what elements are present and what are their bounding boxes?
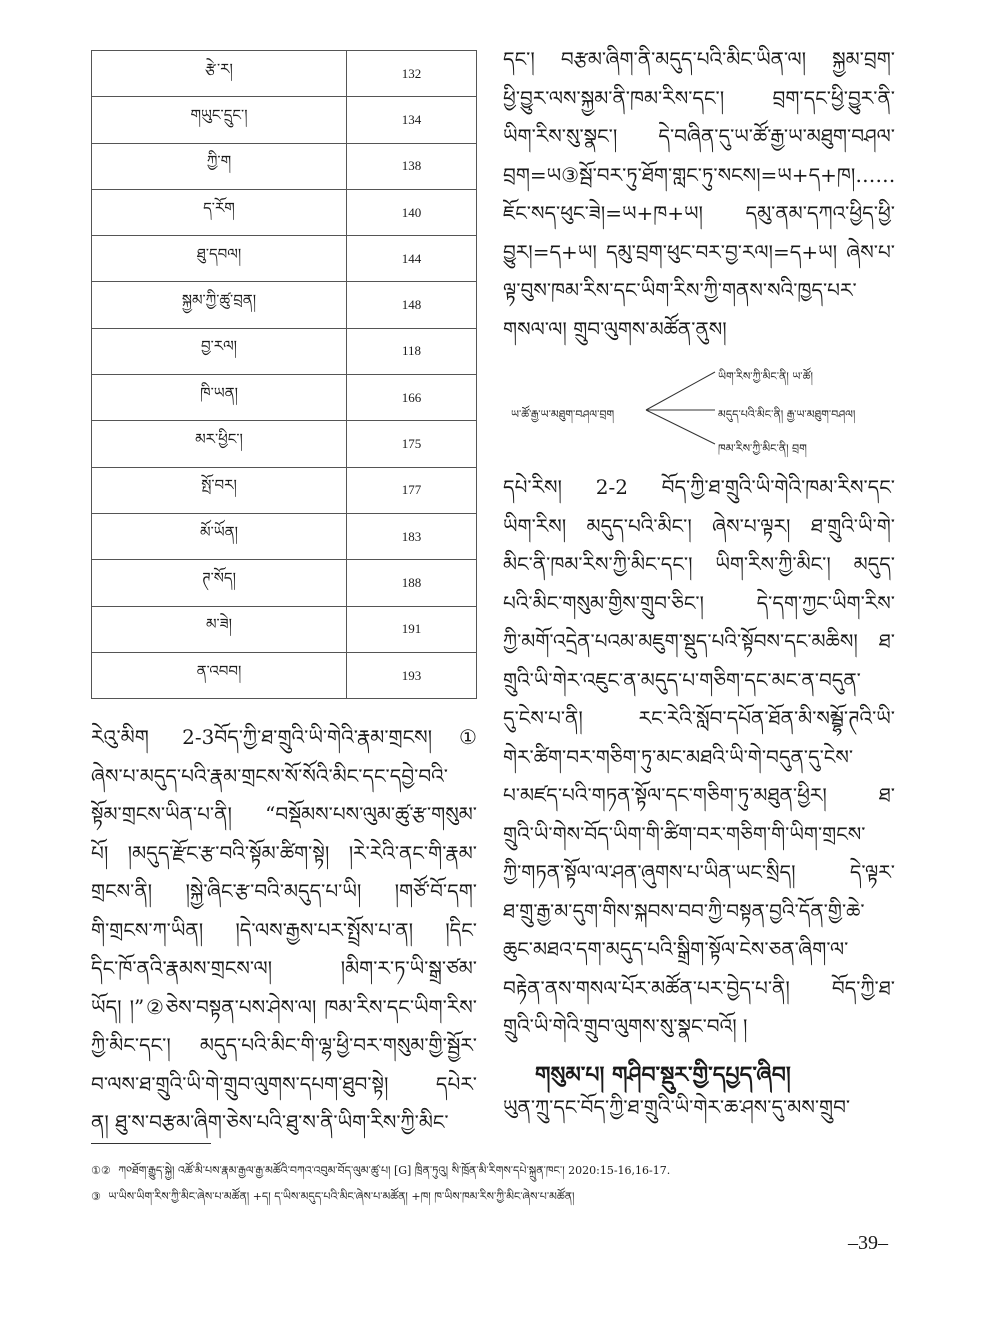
text-line: ཡིག་རིས། མདུད་པའི་མིང་། ཞེས་པ་ལྟར། ཐ་གྲུའི་ཡི་གེ་ [503, 513, 895, 538]
left-paragraph [91, 718, 477, 1142]
table-row [92, 513, 477, 559]
table-cell-name: ཀྱི་ག [92, 143, 347, 189]
text-line: པ་མཛད་པའི་གཏན་སྟོལ་དང་གཅིག་ཏུ་མཐུན་ཕྱིར། ཐ་ [503, 783, 895, 807]
table-cell-page: 177 [347, 467, 477, 513]
table-cell-name: ཁི་ཡན། [92, 375, 347, 421]
footnote-2 [91, 1184, 575, 1215]
table-row [92, 143, 477, 189]
table-cell-page: 134 [347, 97, 477, 143]
text-line: པོ། །མདུད་རྫོང་རྩ་བའི་སྟོམ་ཚིག་སྟེ། །རེ་རེའི་ནང་གི་རྣམ་ [91, 840, 477, 865]
right-paragraph-middle [503, 468, 895, 1046]
table-cell-page: 188 [347, 560, 477, 606]
table-cell-name: གཡུང་དྲུང་། [92, 97, 347, 143]
text-line: རེའུ་མིག 2-3བོད་ཀྱི་ཐ་གྲུའི་ཡི་གེའི་རྣམ་གྲངས།① [91, 725, 477, 749]
table-cell-page: 175 [347, 421, 477, 467]
text-line: བྱུར།=ད+ཡ། དམུ་བྲག་ཕུང་བར་བྱ་རལ།=ད+ཡ། ཞེས་པ་ [503, 239, 895, 264]
text-line: བྲག=ཡ③སྦོ་བར་ཏུ་ཐོག་གླང་ཏུ་སངས།=ཡ+ད+ཁ།…… [503, 162, 895, 187]
table-row [92, 282, 477, 328]
diagram-branch-field: ཁམ་རིས་ཀྱི་མིང་ནི། བྲག [718, 442, 807, 455]
text-line: གི་གྲངས་ཀ་ཡིན། །དེ་ལས་རྒྱས་པར་སྤྲོས་པ་ན། །དིང་ [91, 917, 477, 942]
table-cell-name: སྤོ་བར། [92, 467, 347, 513]
table-row [92, 51, 477, 97]
text-line: གྲངས་ནི། །སྐྱེ་ཞིང་རྩ་བའི་མདུད་པ་ཡི། །གཙོ་བོ་དག་ [91, 879, 477, 903]
table-cell-page: 140 [347, 189, 477, 235]
table-row [92, 328, 477, 374]
table-cell-page: 193 [347, 652, 477, 698]
footnote-text: ཀ༠ཐོག་རྒྱུད་སྐྱེ། འཚོ་མི་པས་རྣམ་རྒྱལ་རྒྱ་མཚོའི་བཀའ་འབུམ་བོད་ལུམ་ཚུ་པ། [G] ཁྲིན་ཏུའུ། སི་ཁྲོན་མི་རིགས་དཔེ་སྐྲུན་ཁང་། 2020:15-16,16-17. [118, 1164, 671, 1177]
footnote-mark: ①② [91, 1164, 111, 1177]
text-line: པའི་མིང་གསུམ་གྱིས་གྲུབ་ཅིང་། དེ་དག་ཀྱང་ཡིག་རིས་ [503, 590, 895, 615]
table-row [92, 421, 477, 467]
text-line: ན། ཐུ་ས་བརྩམ་ཞིག་ཅེས་པའི་ཐུ་ས་ནི་ཡིག་རིས་ཀྱི་མིང་ [91, 1110, 449, 1134]
table-cell-name: ཊ་སོད། [92, 560, 347, 606]
text-line: དིང་ཁོ་ནའི་རྣམས་གྲངས་ལ། །མིག་ར་ཏ་ཡི་སྒྲ་ཙམ་ [91, 956, 477, 980]
table-cell-page: 148 [347, 282, 477, 328]
right-paragraph-bottom [503, 1088, 895, 1127]
text-line: ཡུན་ཀྲུ་དང་བོད་ཀྱི་ཐ་གྲུའི་ཡི་གེར་ཆ་ཤས་དུ་མས་གྲུབ་ [503, 1095, 851, 1119]
table-row [92, 189, 477, 235]
footnote-text: ཡ་ཡིས་ཡིག་རིས་ཀྱི་མིང་ཞེས་པ་མཚོན། +ད། ད་ཡིས་མདུད་པའི་མིང་ཞེས་པ་མཚོན། +ཁ། ཁ་ཡིས་ཁམ་རིས་ཀྱི་མིང་ཞེས་པ་མཚོན། [108, 1190, 575, 1203]
text-line: ཡིག་རིས་སུ་སྣང་། དེ་བཞིན་དུ་ཡ་ཚོ་རྒྱ་ཡ་མཐུག་བཤལ་ [503, 124, 895, 148]
section-heading: གསུམ་པ། གཤིབ་སྡུར་གྱི་དཔྱད་ཞིབ། [535, 1062, 791, 1088]
table-cell-name: སྐྱམ་ཀྱི་ཚུ་བྲན། [92, 282, 347, 328]
table-cell-page: 118 [347, 328, 477, 374]
table-cell-name: མོ་ཡོན། [92, 513, 347, 559]
table-row [92, 467, 477, 513]
table-cell-name: རྩེ་ར། [92, 51, 347, 97]
text-line: ལྟ་བུས་ཁམ་རིས་དང་ཡིག་རིས་ཀྱི་གནས་སའི་ཁྱད་པར་ [503, 278, 857, 302]
text-line: མིང་ནི་ཁམ་རིས་ཀྱི་མིང་དང་། ཡིག་རིས་ཀྱི་མིང་། མདུད་ [503, 552, 895, 576]
text-line: ཞེས་པ་མདུད་པའི་རྣམ་གྲངས་སོ་སོའི་མིང་དང་དབྱེ་བའི་ [91, 763, 448, 788]
table-row [92, 606, 477, 652]
table-row [92, 375, 477, 421]
table-cell-page: 138 [347, 143, 477, 189]
table-row [92, 652, 477, 698]
right-paragraph-top [503, 40, 895, 348]
text-line: གྲུའི་ཡི་གེའི་གྲུབ་ལུགས་སུ་སྣང་བའོ། ། [503, 1014, 748, 1038]
table-row [92, 560, 477, 606]
diagram-branch-knot: མདུད་པའི་མིང་ནི། རྒྱ་ཡ་མཐུག་བཤལ། [718, 408, 856, 421]
text-line: ཇོང་སད་ཕུང་ཟེ།=ཡ+ཁ+ཡ། དམུ་ནམ་དཀའ་ཕྱིད་ཕྱི་ [503, 201, 895, 225]
table-cell-page: 132 [347, 51, 477, 97]
table-row [92, 236, 477, 282]
text-line: དང་། བརྩམ་ཞིག་ནི་མདུད་པའི་མིང་ཡིན་ལ། སྐྱམ་བྲག་ [503, 47, 895, 71]
table-row [92, 97, 477, 143]
diagram-source-label: ཡ་ཚོ་རྒྱ་ཡ་མཐུག་བཤལ་བྲག [511, 408, 615, 421]
text-line: ཀྱི་མགོ་འདྲེན་པའམ་མཇུག་སྡུད་པའི་སྟོབས་དང་མཆིས། ཐ་ [503, 629, 895, 653]
text-line: ཡོད། །”②ཅེས་བསྟན་པས་ཤེས་ལ། ཁམ་རིས་དང་ཡིག་རིས་ [91, 994, 477, 1019]
footnote-rule [91, 1143, 211, 1144]
text-line: གེར་ཚིག་བར་གཅིག་ཏུ་མང་མཐའི་ཡི་གེ་བདུན་དུ་ངེས་ [503, 744, 854, 769]
text-line: ཀྱི་མིང་དང་། མདུད་པའི་མིང་གི་ལྷ་ཕྱི་བར་གསུམ་གྱི་སྦྱོར་ [91, 1033, 477, 1057]
names-pages-table [91, 50, 477, 699]
text-line: གྲུའི་ཡི་གེར་འཇུང་ན་མདུད་པ་གཅིག་དང་མང་ན་བདུན་ [503, 667, 861, 692]
table-cell-name: མར་ཕྱིང་། [92, 421, 347, 467]
text-line: བརྟེན་ནས་གསལ་པོར་མཚོན་པར་བྱེད་པ་ནི། བོད་ཀྱི་ཐ་ [503, 975, 895, 1000]
table-cell-name: ཐུ་དབལ། [92, 236, 347, 282]
text-line: དཔེ་རིས། 2-2 བོད་ཀྱི་ཐ་གྲུའི་ཡི་གེའི་ཁམ་རིས་དང་ [503, 475, 895, 499]
structure-diagram [503, 360, 903, 464]
diagram-branch-script: ཡིག་རིས་ཀྱི་མིང་ནི། ཡ་ཚོ། [718, 370, 813, 383]
text-line: གྲུའི་ཡི་གེས་བོད་ཡིག་གི་ཚིག་བར་གཅིག་གི་ཡིག་གྲངས་ [503, 821, 866, 846]
table-cell-name: མ་ཟེ། [92, 606, 347, 652]
text-line: ཀྱི་གཏན་སྟོལ་ལ་ཤན་ཞུགས་པ་ཡིན་ཡང་སྲིད། དེ་ལྟར་ [503, 860, 895, 884]
table-cell-name: བྱ་རལ། [92, 328, 347, 374]
text-line: ཐ་གྲུ་རྒྱ་མ་དུག་གིས་སྐབས་བབ་ཀྱི་བསྟན་བྱའི་དོན་གྱི་ཆེ་ [503, 898, 865, 923]
page-number: –39– [848, 1232, 888, 1254]
table-cell-name: ན་འབབ། [92, 652, 347, 698]
text-line: དུ་ངེས་པ་ནི། རང་རེའི་སློབ་དཔོན་ཐོན་མི་སམྦྷོ་ཊའི་ཡི་ [503, 706, 895, 730]
text-line: གསལ་ལ། གྲུབ་ལུགས་མཚོན་ནུས། [503, 316, 727, 341]
table-cell-page: 183 [347, 513, 477, 559]
table-cell-page: 144 [347, 236, 477, 282]
text-line: བ་ལས་ཐ་གྲུའི་ཡི་གེ་གྲུབ་ལུགས་དཔག་ཐུབ་སྟེ། དཔེར་ [91, 1071, 477, 1096]
footnote-mark: ③ [91, 1190, 101, 1203]
text-line: ཕྱི་བྱུར་ལས་སྐྱམ་ནི་ཁམ་རིས་དང་། བྲག་དང་ཕྱི་བྱུར་ནི་ [503, 85, 895, 110]
text-line: ཆུང་མཐའ་དག་མདུད་པའི་སྒྲིག་སྟོལ་ངེས་ཅན་ཞིག་ལ་ [503, 937, 849, 961]
text-line: སྟོམ་གྲངས་ཡིན་པ་ནི། “བསྡོམས་པས་ལུམ་ཚུ་རྩ་གསུམ་ [91, 802, 477, 826]
table-cell-name: ད་རོག [92, 189, 347, 235]
table-cell-page: 191 [347, 606, 477, 652]
table-cell-page: 166 [347, 375, 477, 421]
